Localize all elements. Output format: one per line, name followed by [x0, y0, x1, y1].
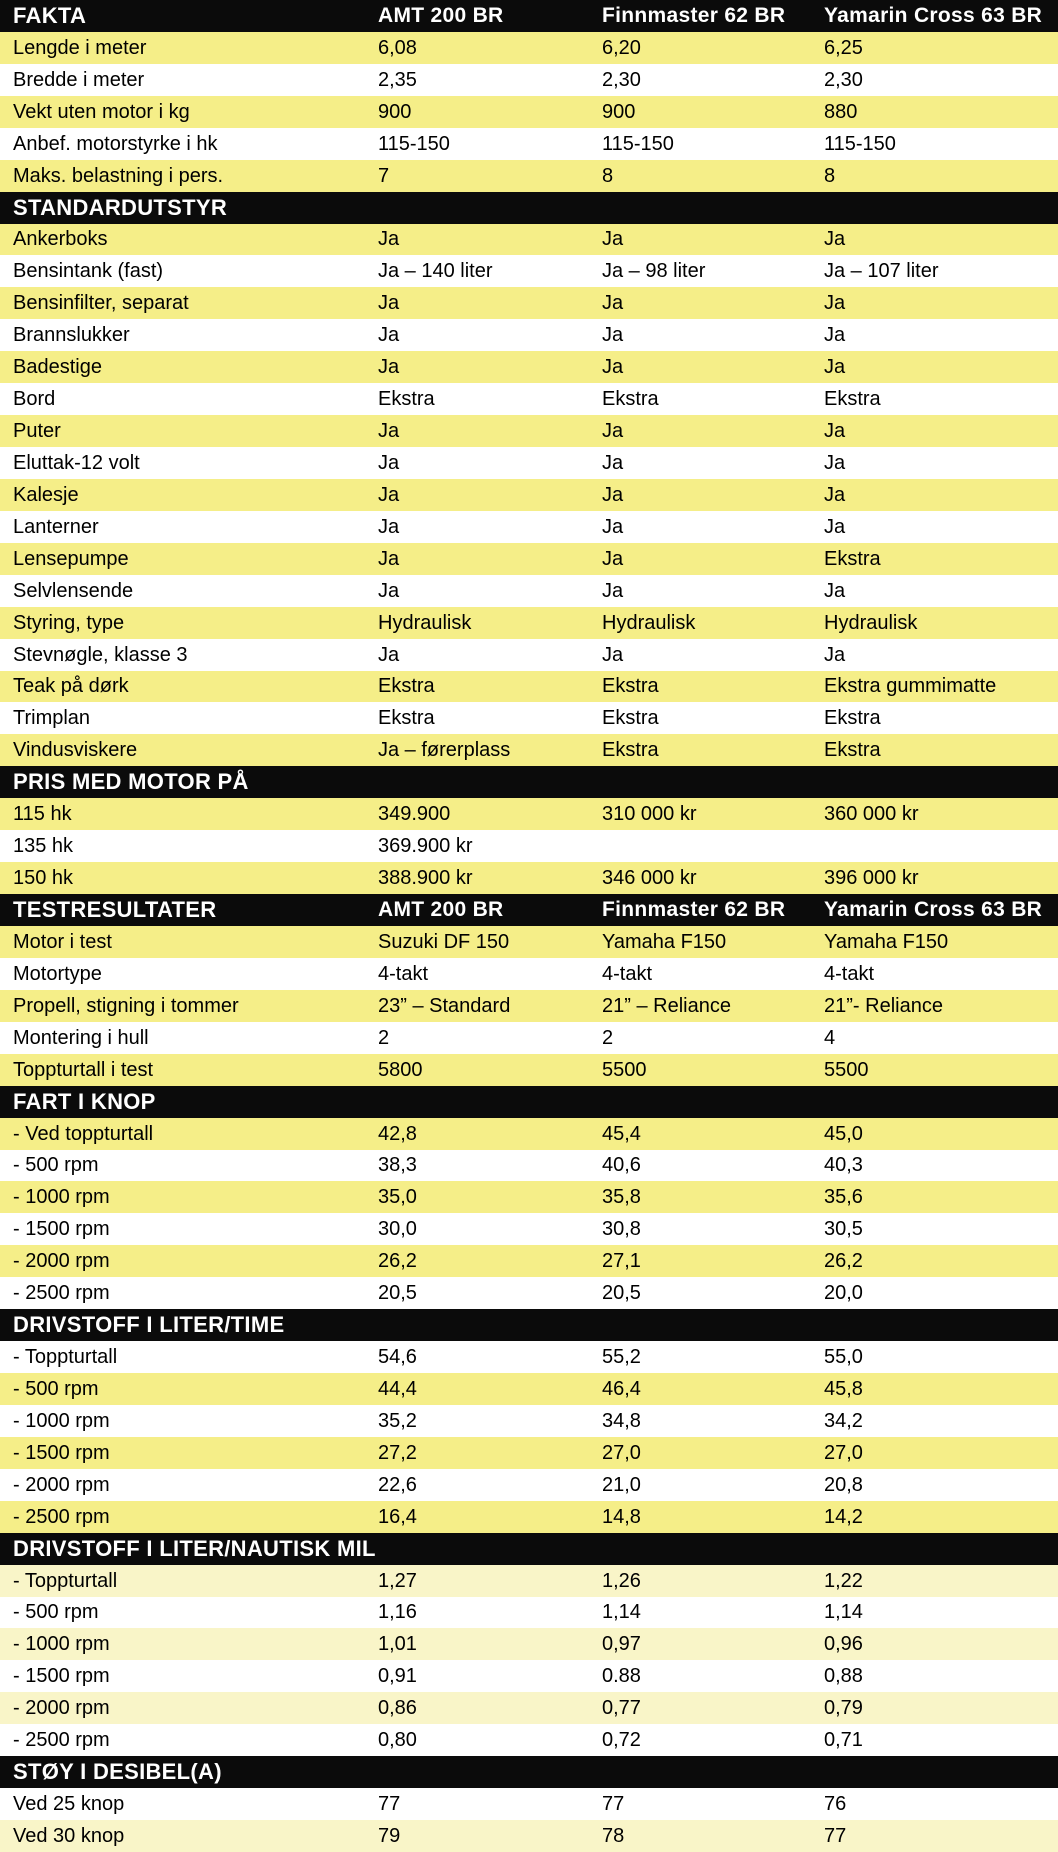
cell-finnmaster-62-br: 115-150 [602, 132, 674, 155]
cell-amt-200-br: 54,6 [378, 1345, 417, 1368]
row-label: - Toppturtall [13, 1345, 118, 1368]
cell-amt-200-br: 38,3 [378, 1154, 417, 1176]
cell-yamarin-cross-63-br: 6,25 [824, 36, 863, 59]
table-row [0, 1341, 1058, 1373]
table-row [0, 32, 1058, 64]
cell-amt-200-br: Ja – førerplass [378, 738, 511, 761]
row-label: 150 hk [13, 866, 74, 889]
cell-finnmaster-62-br: Ja [602, 323, 624, 346]
cell-amt-200-br: Ja [378, 323, 400, 346]
cell-yamarin-cross-63-br: Ja [824, 291, 846, 314]
table-row [0, 1788, 1058, 1820]
table-row [0, 926, 1058, 958]
cell-yamarin-cross-63-br: 0,96 [824, 1632, 863, 1655]
cell-yamarin-cross-63-br: Ekstra [824, 738, 881, 761]
table-row [0, 415, 1058, 447]
row-label: Lengde i meter [13, 36, 147, 59]
table-row [0, 447, 1058, 479]
row-label: Bensinfilter, separat [13, 291, 189, 314]
cell-yamarin-cross-63-br: 45,0 [824, 1122, 863, 1145]
section-title: STØY I DESIBEL(A) [13, 1759, 222, 1784]
cell-finnmaster-62-br: 40,6 [602, 1154, 641, 1176]
cell-yamarin-cross-63-br: 30,5 [824, 1217, 863, 1240]
cell-finnmaster-62-br: 0,77 [602, 1696, 641, 1719]
row-label: - 1500 rpm [13, 1441, 110, 1464]
table-row [0, 1150, 1058, 1181]
row-label: - 2500 rpm [13, 1281, 110, 1304]
cell-yamarin-cross-63-br: Ekstra gummimatte [824, 675, 997, 697]
cell-yamarin-cross-63-br: 880 [824, 100, 858, 123]
cell-finnmaster-62-br: 4-takt [602, 962, 653, 985]
cell-yamarin-cross-63-br: Ja – 107 liter [824, 259, 939, 282]
cell-amt-200-br: 2,35 [378, 68, 417, 91]
cell-yamarin-cross-63-br: 20,8 [824, 1473, 863, 1496]
section-title: DRIVSTOFF I LITER/TIME [13, 1312, 285, 1337]
section-header-row [0, 1756, 1058, 1788]
row-label: Stevnøgle, klasse 3 [13, 643, 188, 666]
row-label: - 500 rpm [13, 1377, 99, 1400]
table-row [0, 1469, 1058, 1501]
cell-finnmaster-62-br: Ja [602, 579, 624, 602]
row-label: Maks. belastning i pers. [13, 164, 224, 187]
row-label: - 1000 rpm [13, 1409, 110, 1432]
cell-amt-200-br: 79 [378, 1824, 401, 1847]
cell-amt-200-br: Ekstra [378, 675, 435, 697]
cell-finnmaster-62-br: 27,0 [602, 1441, 641, 1464]
cell-amt-200-br: 5800 [378, 1058, 423, 1081]
table-row [0, 543, 1058, 575]
cell-yamarin-cross-63-br: Hydraulisk [824, 611, 918, 634]
row-label: Puter [13, 419, 61, 442]
cell-amt-200-br: Ja – 140 liter [378, 259, 493, 282]
cell-yamarin-cross-63-br: 0,71 [824, 1728, 863, 1751]
table-row [0, 958, 1058, 990]
cell-amt-200-br: 4-takt [378, 962, 429, 985]
cell-finnmaster-62-br: Ja [602, 355, 624, 378]
cell-yamarin-cross-63-br: 21”- Reliance [824, 994, 943, 1017]
row-label: Brannslukker [13, 323, 130, 346]
row-label: 115 hk [13, 802, 72, 825]
row-label: - 2500 rpm [13, 1505, 110, 1528]
cell-amt-200-br: AMT 200 BR [378, 4, 504, 27]
table-row [0, 990, 1058, 1022]
table-row [0, 1213, 1058, 1245]
cell-finnmaster-62-br: 2,30 [602, 68, 641, 91]
cell-yamarin-cross-63-br: Ja [824, 483, 846, 506]
cell-amt-200-br: Ja [378, 483, 400, 506]
cell-yamarin-cross-63-br: 115-150 [824, 132, 896, 155]
cell-yamarin-cross-63-br: 396 000 kr [824, 866, 919, 889]
row-label: Badestige [13, 355, 102, 378]
cell-amt-200-br: 1,27 [378, 1569, 417, 1592]
cell-finnmaster-62-br: Ja [602, 228, 624, 250]
cell-amt-200-br: Ja [378, 355, 400, 378]
cell-finnmaster-62-br: Ja [602, 515, 624, 538]
table-row [0, 319, 1058, 351]
table-row [0, 1405, 1058, 1437]
cell-finnmaster-62-br: 34,8 [602, 1409, 641, 1432]
cell-amt-200-br: 7 [378, 164, 390, 187]
cell-yamarin-cross-63-br: 0,88 [824, 1664, 863, 1687]
cell-yamarin-cross-63-br: Ja [824, 355, 846, 378]
table-row [0, 128, 1058, 160]
row-label: Styring, type [13, 611, 125, 634]
row-label: Selvlensende [13, 579, 134, 602]
cell-finnmaster-62-br: 77 [602, 1792, 625, 1815]
row-label: - 1000 rpm [13, 1185, 110, 1208]
cell-amt-200-br: 44,4 [378, 1377, 417, 1400]
table-row [0, 1277, 1058, 1309]
row-label: - 1000 rpm [13, 1632, 110, 1655]
cell-yamarin-cross-63-br: Ja [824, 515, 846, 538]
cell-amt-200-br: Ja [378, 643, 400, 666]
row-label: - Toppturtall [13, 1569, 118, 1592]
cell-yamarin-cross-63-br: Ekstra [824, 547, 881, 570]
cell-yamarin-cross-63-br: Yamaha F150 [824, 930, 949, 953]
cell-finnmaster-62-br: Ekstra [602, 706, 659, 729]
cell-finnmaster-62-br: Hydraulisk [602, 611, 696, 634]
table-row [0, 479, 1058, 511]
cell-finnmaster-62-br: 6,20 [602, 36, 641, 59]
table-row [0, 383, 1058, 415]
section-title: STANDARDUTSTYR [13, 195, 228, 220]
cell-amt-200-br: 349.900 [378, 802, 451, 825]
cell-yamarin-cross-63-br: 2,30 [824, 68, 863, 91]
section-title: FAKTA [13, 3, 87, 28]
cell-amt-200-br: Hydraulisk [378, 611, 472, 634]
cell-finnmaster-62-br: 0,72 [602, 1728, 641, 1751]
row-label: - 500 rpm [13, 1154, 99, 1176]
cell-finnmaster-62-br: 27,1 [602, 1249, 641, 1272]
table-row [0, 1724, 1058, 1756]
row-label: Lensepumpe [13, 547, 129, 570]
cell-amt-200-br: AMT 200 BR [378, 898, 504, 921]
row-label: Motortype [13, 962, 102, 985]
cell-amt-200-br: 26,2 [378, 1249, 417, 1272]
cell-finnmaster-62-br: 21” – Reliance [602, 994, 731, 1017]
section-title: TESTRESULTATER [13, 897, 217, 922]
cell-finnmaster-62-br: Ja [602, 419, 624, 442]
cell-finnmaster-62-br: 45,4 [602, 1122, 641, 1145]
cell-finnmaster-62-br: 0.88 [602, 1664, 641, 1687]
row-label: Ved 30 knop [13, 1824, 125, 1847]
table-row [0, 1118, 1058, 1150]
cell-amt-200-br: Ekstra [378, 387, 435, 410]
cell-yamarin-cross-63-br: 4-takt [824, 962, 875, 985]
row-label: Toppturtall i test [13, 1058, 154, 1081]
table-row [0, 1181, 1058, 1213]
table-row [0, 1054, 1058, 1086]
section-title: FART I KNOP [13, 1089, 156, 1114]
cell-finnmaster-62-br: Finnmaster 62 BR [602, 898, 786, 921]
cell-yamarin-cross-63-br: 34,2 [824, 1409, 863, 1432]
cell-finnmaster-62-br: 900 [602, 100, 636, 123]
cell-amt-200-br: 27,2 [378, 1441, 417, 1464]
row-label: Lanterner [13, 515, 99, 538]
row-label: Anbef. motorstyrke i hk [13, 132, 218, 155]
table-row [0, 1373, 1058, 1405]
cell-amt-200-br: Suzuki DF 150 [378, 930, 510, 953]
cell-yamarin-cross-63-br: Ekstra [824, 706, 881, 729]
cell-finnmaster-62-br: 310 000 kr [602, 802, 697, 825]
table-row [0, 1660, 1058, 1692]
table-row [0, 607, 1058, 639]
table-row [0, 511, 1058, 543]
cell-finnmaster-62-br: Ekstra [602, 387, 659, 410]
cell-amt-200-br: 22,6 [378, 1473, 417, 1496]
row-label: - 2000 rpm [13, 1473, 110, 1496]
cell-yamarin-cross-63-br: 76 [824, 1792, 847, 1815]
table-row [0, 1022, 1058, 1054]
row-label: Motor i test [13, 930, 112, 953]
table-row [0, 671, 1058, 702]
cell-finnmaster-62-br: 14,8 [602, 1505, 641, 1528]
cell-finnmaster-62-br: Ja [602, 547, 624, 570]
table-row [0, 287, 1058, 319]
cell-finnmaster-62-br: Ja [602, 291, 624, 314]
row-label: Kalesje [13, 483, 79, 506]
cell-finnmaster-62-br: Yamaha F150 [602, 930, 727, 953]
cell-amt-200-br: Ja [378, 547, 400, 570]
row-label: Vekt uten motor i kg [13, 100, 190, 123]
section-title: DRIVSTOFF I LITER/NAUTISK MIL [13, 1536, 376, 1561]
section-header-row [0, 766, 1058, 798]
row-label: - 2000 rpm [13, 1696, 110, 1719]
cell-yamarin-cross-63-br: 55,0 [824, 1345, 863, 1368]
cell-finnmaster-62-br: 21,0 [602, 1473, 641, 1496]
cell-finnmaster-62-br: 1,14 [602, 1601, 641, 1623]
cell-amt-200-br: Ja [378, 515, 400, 538]
row-label: Bord [13, 387, 56, 410]
cell-yamarin-cross-63-br: 20,0 [824, 1281, 863, 1304]
table-row [0, 639, 1058, 671]
table-row [0, 575, 1058, 607]
cell-finnmaster-62-br: 1,26 [602, 1569, 641, 1592]
cell-finnmaster-62-br: 78 [602, 1824, 625, 1847]
table-row [0, 830, 1058, 862]
cell-yamarin-cross-63-br: 27,0 [824, 1441, 863, 1464]
cell-yamarin-cross-63-br: 1,22 [824, 1569, 863, 1592]
cell-amt-200-br: 35,0 [378, 1185, 417, 1208]
cell-amt-200-br: 369.900 kr [378, 834, 473, 857]
cell-finnmaster-62-br: 30,8 [602, 1217, 641, 1240]
cell-amt-200-br: Ja [378, 579, 400, 602]
row-label: Trimplan [13, 706, 91, 729]
table-row [0, 702, 1058, 734]
cell-amt-200-br: Ja [378, 291, 400, 314]
cell-finnmaster-62-br: 46,4 [602, 1377, 641, 1400]
cell-yamarin-cross-63-br: 40,3 [824, 1154, 863, 1176]
table-row [0, 1628, 1058, 1660]
row-label: Ankerboks [13, 228, 108, 250]
cell-finnmaster-62-br: 5500 [602, 1058, 647, 1081]
row-label: 135 hk [13, 834, 74, 857]
row-label: - 2000 rpm [13, 1249, 110, 1272]
table-row [0, 798, 1058, 830]
row-label: - 1500 rpm [13, 1664, 110, 1687]
cell-finnmaster-62-br: Ekstra [602, 675, 659, 697]
cell-amt-200-br: 0,91 [378, 1664, 417, 1687]
cell-yamarin-cross-63-br: 1,14 [824, 1601, 863, 1623]
cell-finnmaster-62-br: 2 [602, 1026, 614, 1049]
cell-yamarin-cross-63-br: 14,2 [824, 1505, 863, 1528]
cell-yamarin-cross-63-br: Yamarin Cross 63 BR [824, 898, 1043, 921]
cell-yamarin-cross-63-br: 5500 [824, 1058, 869, 1081]
cell-yamarin-cross-63-br: 4 [824, 1026, 836, 1049]
cell-yamarin-cross-63-br: Ja [824, 579, 846, 602]
table-row [0, 64, 1058, 96]
row-label: - 1500 rpm [13, 1217, 110, 1240]
cell-amt-200-br: Ekstra [378, 706, 435, 729]
table-row [0, 160, 1058, 192]
cell-finnmaster-62-br: Ja – 98 liter [602, 259, 706, 282]
table-row [0, 96, 1058, 128]
cell-finnmaster-62-br: 35,8 [602, 1185, 641, 1208]
cell-amt-200-br: Ja [378, 419, 400, 442]
table-row [0, 1245, 1058, 1277]
section-header-row [0, 1086, 1058, 1118]
table-row [0, 1565, 1058, 1597]
cell-amt-200-br: 35,2 [378, 1409, 417, 1432]
cell-amt-200-br: 6,08 [378, 36, 417, 59]
cell-yamarin-cross-63-br: Ja [824, 643, 846, 666]
cell-yamarin-cross-63-br: 360 000 kr [824, 802, 919, 825]
cell-amt-200-br: 900 [378, 100, 412, 123]
table-row [0, 1437, 1058, 1469]
table-row [0, 1501, 1058, 1533]
row-label: Vindusviskere [13, 738, 138, 761]
table-row [0, 734, 1058, 766]
section-title: PRIS MED MOTOR PÅ [13, 769, 249, 794]
section-header-row [0, 894, 1058, 926]
cell-yamarin-cross-63-br: 0,79 [824, 1696, 863, 1719]
row-label: Propell, stigning i tommer [13, 994, 239, 1017]
cell-finnmaster-62-br: 55,2 [602, 1345, 641, 1368]
section-header-row [0, 1309, 1058, 1341]
row-label: Teak på dørk [13, 675, 129, 697]
cell-finnmaster-62-br: 346 000 kr [602, 866, 697, 889]
cell-amt-200-br: 1,01 [378, 1632, 417, 1655]
cell-finnmaster-62-br: 8 [602, 164, 614, 187]
cell-yamarin-cross-63-br: Ja [824, 451, 846, 474]
row-label: - 500 rpm [13, 1601, 99, 1623]
table-row [0, 224, 1058, 255]
row-label: Bredde i meter [13, 68, 145, 91]
row-label: Montering i hull [13, 1026, 149, 1049]
cell-yamarin-cross-63-br: Ja [824, 419, 846, 442]
cell-amt-200-br: 115-150 [378, 132, 450, 155]
table-row [0, 351, 1058, 383]
table-row [0, 1597, 1058, 1628]
cell-yamarin-cross-63-br: 35,6 [824, 1185, 863, 1208]
cell-finnmaster-62-br: Ja [602, 483, 624, 506]
row-label: Bensintank (fast) [13, 259, 164, 282]
cell-finnmaster-62-br: Finnmaster 62 BR [602, 4, 786, 27]
cell-yamarin-cross-63-br: 45,8 [824, 1377, 863, 1400]
row-label: - 2500 rpm [13, 1728, 110, 1751]
row-label: Eluttak-12 volt [13, 451, 140, 474]
cell-amt-200-br: 23” – Standard [378, 994, 511, 1017]
section-header-row [0, 0, 1058, 32]
cell-amt-200-br: 0,80 [378, 1728, 417, 1751]
cell-yamarin-cross-63-br: 26,2 [824, 1249, 863, 1272]
cell-amt-200-br: 30,0 [378, 1217, 417, 1240]
cell-yamarin-cross-63-br: Ekstra [824, 387, 881, 410]
table-row [0, 1692, 1058, 1724]
cell-amt-200-br: 16,4 [378, 1505, 417, 1528]
cell-amt-200-br: 1,16 [378, 1601, 417, 1623]
cell-finnmaster-62-br: 20,5 [602, 1281, 641, 1304]
cell-yamarin-cross-63-br: 77 [824, 1824, 847, 1847]
cell-finnmaster-62-br: Ekstra [602, 738, 659, 761]
cell-amt-200-br: Ja [378, 451, 400, 474]
cell-amt-200-br: 0,86 [378, 1696, 417, 1719]
cell-finnmaster-62-br: Ja [602, 643, 624, 666]
cell-yamarin-cross-63-br: Ja [824, 323, 846, 346]
table-row [0, 255, 1058, 287]
table-row [0, 862, 1058, 894]
section-header-row [0, 192, 1058, 224]
section-header-row [0, 1533, 1058, 1565]
cell-finnmaster-62-br: Ja [602, 451, 624, 474]
cell-yamarin-cross-63-br: 8 [824, 164, 836, 187]
row-label: Ved 25 knop [13, 1792, 125, 1815]
cell-yamarin-cross-63-br: Ja [824, 228, 846, 250]
cell-yamarin-cross-63-br: Yamarin Cross 63 BR [824, 4, 1043, 27]
cell-amt-200-br: 77 [378, 1792, 401, 1815]
cell-finnmaster-62-br: 0,97 [602, 1632, 641, 1655]
cell-amt-200-br: 2 [378, 1026, 390, 1049]
cell-amt-200-br: 42,8 [378, 1122, 417, 1145]
cell-amt-200-br: Ja [378, 228, 400, 250]
table-row [0, 1820, 1058, 1852]
row-label: - Ved toppturtall [13, 1122, 154, 1145]
cell-amt-200-br: 20,5 [378, 1281, 417, 1304]
cell-amt-200-br: 388.900 kr [378, 866, 473, 889]
